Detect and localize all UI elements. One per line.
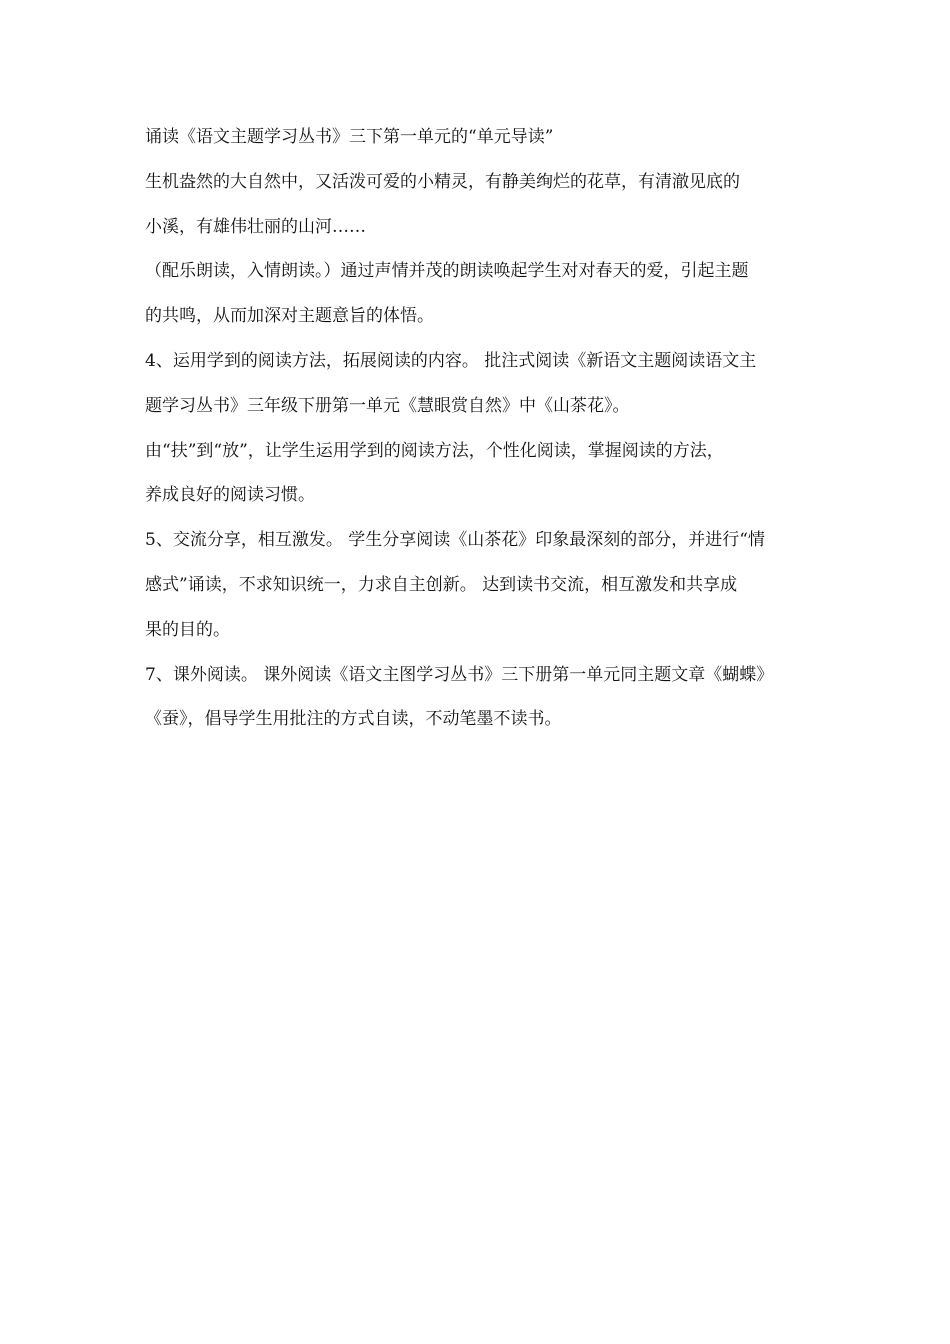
text-line: 果的目的。 xyxy=(145,619,230,640)
text-line: 题学习丛书》三年级下册第一单元《慧眼赏自然》中《山茶花》。 xyxy=(145,395,630,416)
text-line: 4、运用学到的阅读方法，拓展阅读的内容。 批注式阅读《新语文主题阅读语文主 xyxy=(145,350,757,371)
text-line: 由“扶”到“放”，让学生运用学到的阅读方法，个性化阅读，掌握阅读的方法， xyxy=(145,440,724,461)
text-line: 感式”诵读，不求知识统一，力求自主创新。 达到读书交流，相互激发和共享成 xyxy=(145,574,738,595)
text-line: （配乐朗读，入情朗读。）通过声情并茂的朗读唤起学生对对春天的爱，引起主题 xyxy=(145,261,749,282)
text-line: 5、交流分享，相互激发。 学生分享阅读《山茶花》印象最深刻的部分，并进行“情 xyxy=(145,530,765,551)
text-line: 诵读《语文主题学习丛书》三下第一单元的“单元导读” xyxy=(145,127,554,147)
text-line: 《蚕》，倡导学生用批注的方式自读，不动笔墨不读书。 xyxy=(145,709,562,730)
text-line: 小溪，有雄伟壮丽的山河…… xyxy=(145,216,366,237)
text-line: 7、课外阅读。 课外阅读《语文主图学习丛书》三下册第一单元同主题文章《蝴蝶》 xyxy=(145,664,774,685)
text-line: 生机盎然的大自然中，又活泼可爱的小精灵，有静美绚烂的花草，有清澈见底的 xyxy=(145,171,740,192)
text-line: 养成良好的阅读习惯。 xyxy=(145,485,315,506)
document-body xyxy=(145,115,810,742)
text-line: 的共鸣，从而加深对主题意旨的体悟。 xyxy=(145,306,434,327)
